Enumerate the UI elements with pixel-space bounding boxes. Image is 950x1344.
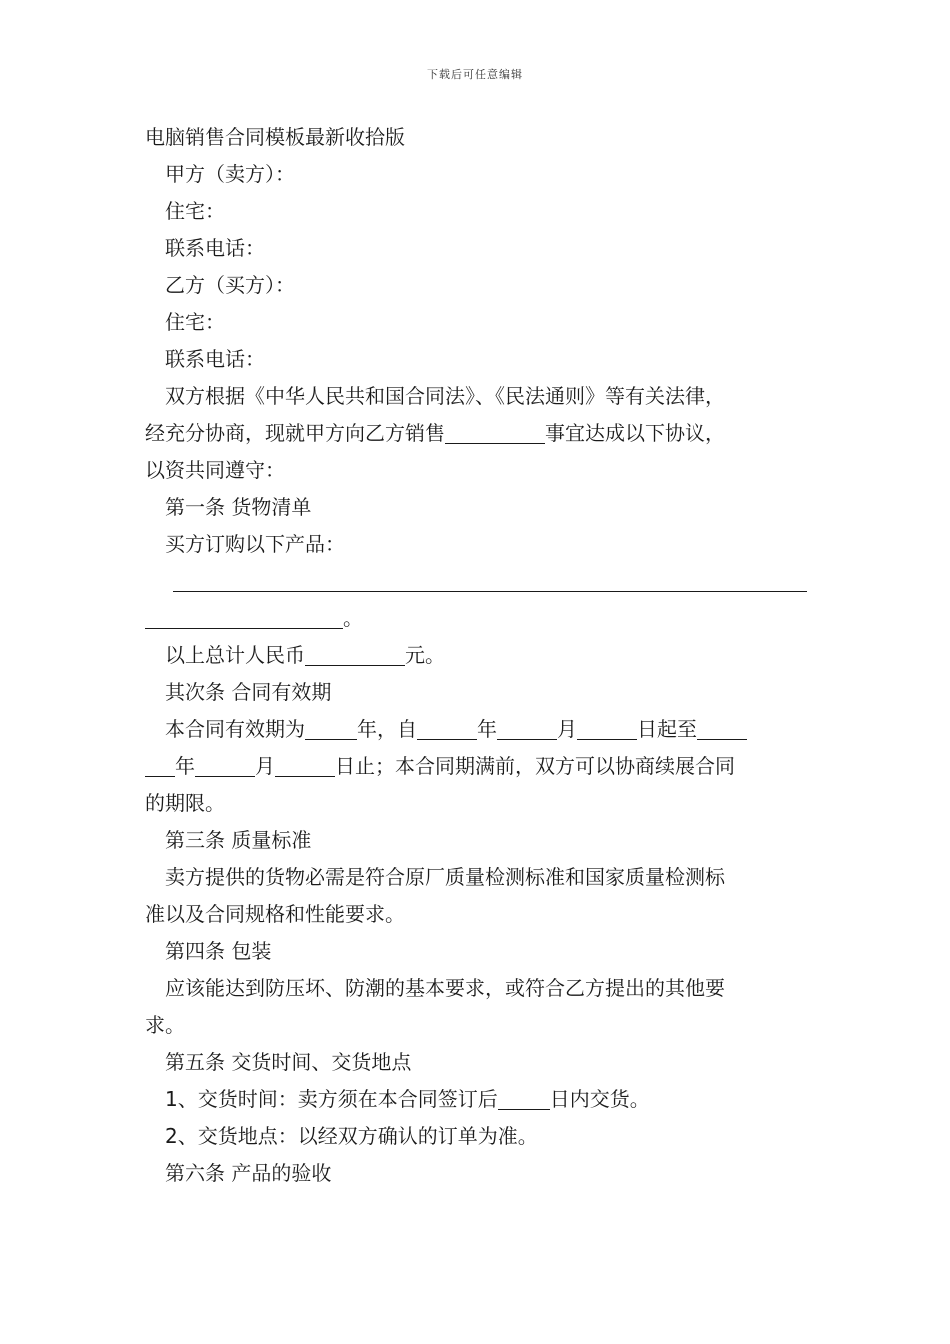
delivery-place-line: 2、交货地点：以经双方确认的订单为准。 — [165, 1124, 538, 1148]
validity-text-a: 本合同有效期为 — [165, 717, 305, 741]
product-list-end: 。 — [343, 606, 363, 630]
end-year-blank-a — [697, 715, 747, 740]
intro-line-2 — [145, 415, 815, 452]
product-list-blank — [173, 567, 807, 592]
validity-line-1 — [145, 711, 815, 748]
product-list-blank-line — [145, 563, 815, 600]
total-amount-line — [145, 637, 815, 674]
end-year-blank-b — [145, 752, 175, 777]
intro-line-1: 双方根据《中华人民共和国合同法》、《民法通则》等有关法律， — [165, 384, 725, 408]
delivery-days-blank — [498, 1085, 550, 1110]
validity-text-d: 月 — [557, 717, 577, 741]
intro-text-b: 事宜达成以下协议， — [545, 421, 725, 445]
quality-line-2: 准以及合同规格和性能要求。 — [145, 902, 405, 926]
total-text-b: 元。 — [405, 643, 445, 667]
end-month-blank — [195, 752, 255, 777]
validity-text-e: 日起至 — [637, 717, 697, 741]
intro-line-3: 以资共同遵守： — [145, 458, 285, 482]
article-3-title: 第三条 质量标准 — [165, 828, 312, 852]
party-a-address-label: 住宅： — [165, 199, 225, 223]
product-list-blank-2 — [145, 604, 343, 629]
validity-text-c: 年 — [477, 717, 497, 741]
start-day-blank — [577, 715, 637, 740]
article-1-title: 第一条 货物清单 — [165, 495, 312, 519]
total-text-a: 以上总计人民币 — [165, 643, 305, 667]
delivery-time-line — [145, 1081, 815, 1118]
article-4-title: 第四条 包装 — [165, 939, 272, 963]
delivery-time-text-a: 1、交货时间：卖方须在本合同签订后 — [165, 1087, 498, 1111]
article-5-title: 第五条 交货时间、交货地点 — [165, 1050, 412, 1074]
article-2-title: 其次条 合同有效期 — [165, 680, 332, 704]
page-header: 下载后可任意编辑 — [427, 68, 523, 81]
party-b-phone-label: 联系电话： — [165, 347, 265, 371]
packaging-line-1: 应该能达到防压坏、防潮的基本要求，或符合乙方提出的其他要 — [165, 976, 725, 1000]
quality-line-1: 卖方提供的货物必需是符合原厂质量检测标准和国家质量检测标 — [165, 865, 725, 889]
validity-line-2 — [145, 748, 815, 785]
packaging-line-2: 求。 — [145, 1013, 185, 1037]
document-title: 电脑销售合同模板最新收拾版 — [145, 125, 405, 149]
article-6-title: 第六条 产品的验收 — [165, 1161, 332, 1185]
end-day-blank — [275, 752, 335, 777]
validity-years-blank — [305, 715, 357, 740]
delivery-time-text-b: 日内交货。 — [549, 1087, 650, 1111]
party-a-phone-label: 联系电话： — [165, 236, 265, 260]
product-list-blank-line-2 — [145, 600, 815, 637]
total-amount-blank — [305, 641, 405, 666]
intro-text-a: 经充分协商，现就甲方向乙方销售 — [145, 421, 445, 445]
party-b-label: 乙方（买方）： — [165, 273, 295, 297]
party-b-address-label: 住宅： — [165, 310, 225, 334]
validity-text-g: 月 — [255, 754, 275, 778]
validity-line-3: 的期限。 — [145, 791, 225, 815]
validity-text-f: 年 — [175, 754, 195, 778]
article-1-text: 买方订购以下产品： — [165, 532, 345, 556]
start-month-blank — [497, 715, 557, 740]
validity-text-b: 年，自 — [357, 717, 417, 741]
party-a-label: 甲方（卖方）： — [165, 162, 295, 186]
validity-text-h: 日止；本合同期满前，双方可以协商续展合同 — [335, 754, 735, 778]
product-blank — [445, 419, 545, 444]
start-year-blank — [417, 715, 477, 740]
document-body — [145, 119, 815, 1192]
